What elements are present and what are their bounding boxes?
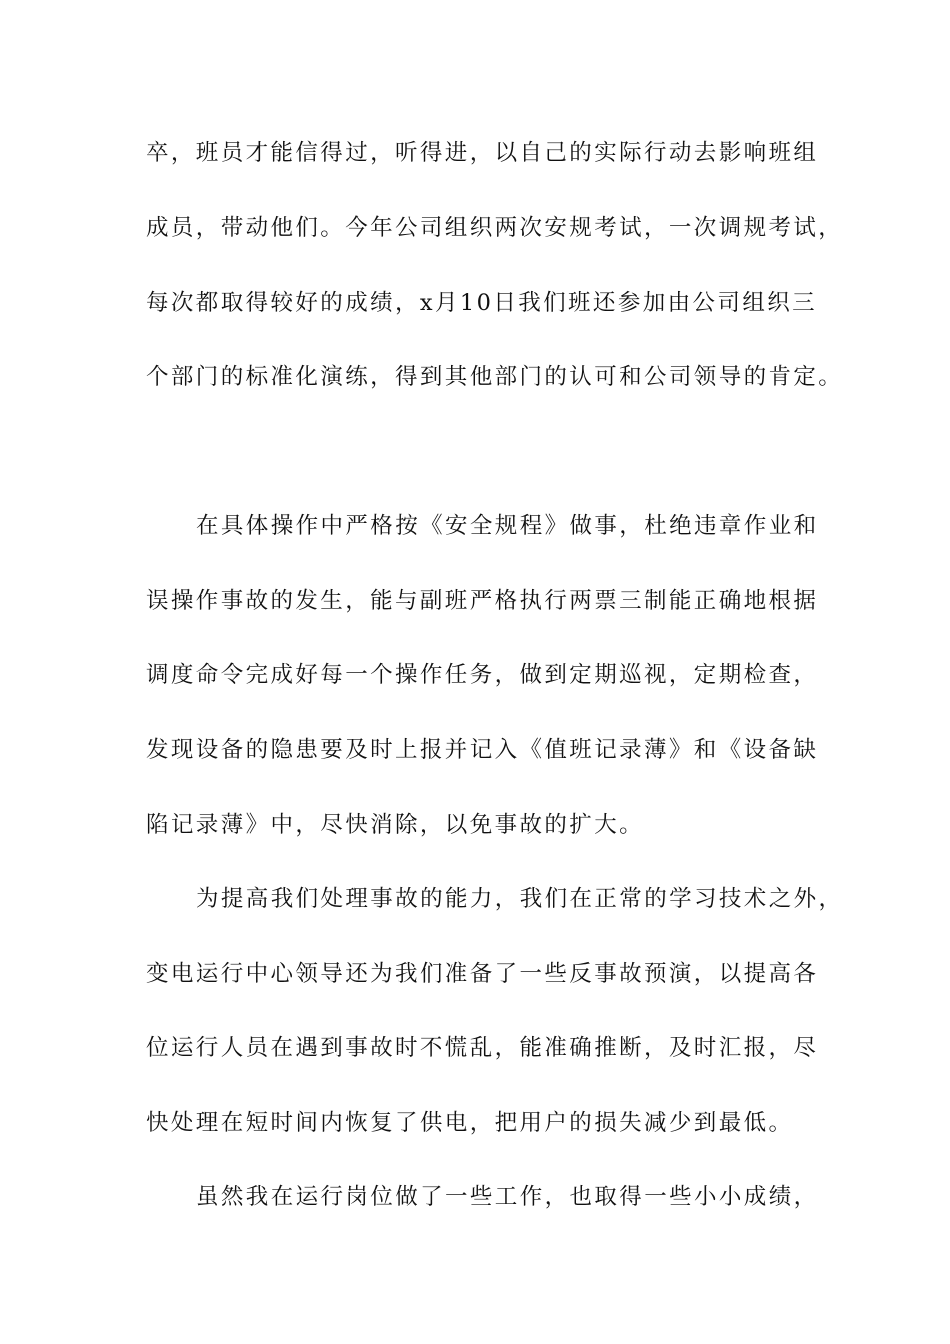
text-line: 发现设备的隐患要及时上报并记入《值班记录薄》和《设备缺 <box>146 737 819 763</box>
paragraph-start-line: 为提高我们处理事故的能力，我们在正常的学习技术之外， <box>196 886 844 912</box>
text-line: 位运行人员在遇到事故时不慌乱，能准确推断，及时汇报，尽 <box>146 1035 819 1061</box>
text-line: 陷记录薄》中，尽快消除，以免事故的扩大。 <box>146 812 645 838</box>
paragraph-start-line: 在具体操作中严格按《安全规程》做事，杜绝违章作业和 <box>196 513 819 539</box>
paragraph-start-line: 虽然我在运行岗位做了一些工作，也取得一些小小成绩， <box>196 1184 819 1210</box>
text-line: 快处理在短时间内恢复了供电，把用户的损失减少到最低。 <box>146 1110 794 1136</box>
text-line: 调度命令完成好每一个操作任务，做到定期巡视，定期检查， <box>146 662 819 688</box>
text-line: 卒，班员才能信得过，听得进，以自己的实际行动去影响班组 <box>146 140 819 166</box>
text-line: 个部门的标准化演练，得到其他部门的认可和公司领导的肯定。 <box>146 364 844 390</box>
text-line: 每次都取得较好的成绩，x月10日我们班还参加由公司组织三 <box>146 290 818 316</box>
text-line: 成员，带动他们。今年公司组织两次安规考试，一次调规考试， <box>146 215 844 241</box>
text-line: 误操作事故的发生，能与副班严格执行两票三制能正确地根据 <box>146 588 819 614</box>
text-line: 变电运行中心领导还为我们准备了一些反事故预演，以提高各 <box>146 961 819 987</box>
